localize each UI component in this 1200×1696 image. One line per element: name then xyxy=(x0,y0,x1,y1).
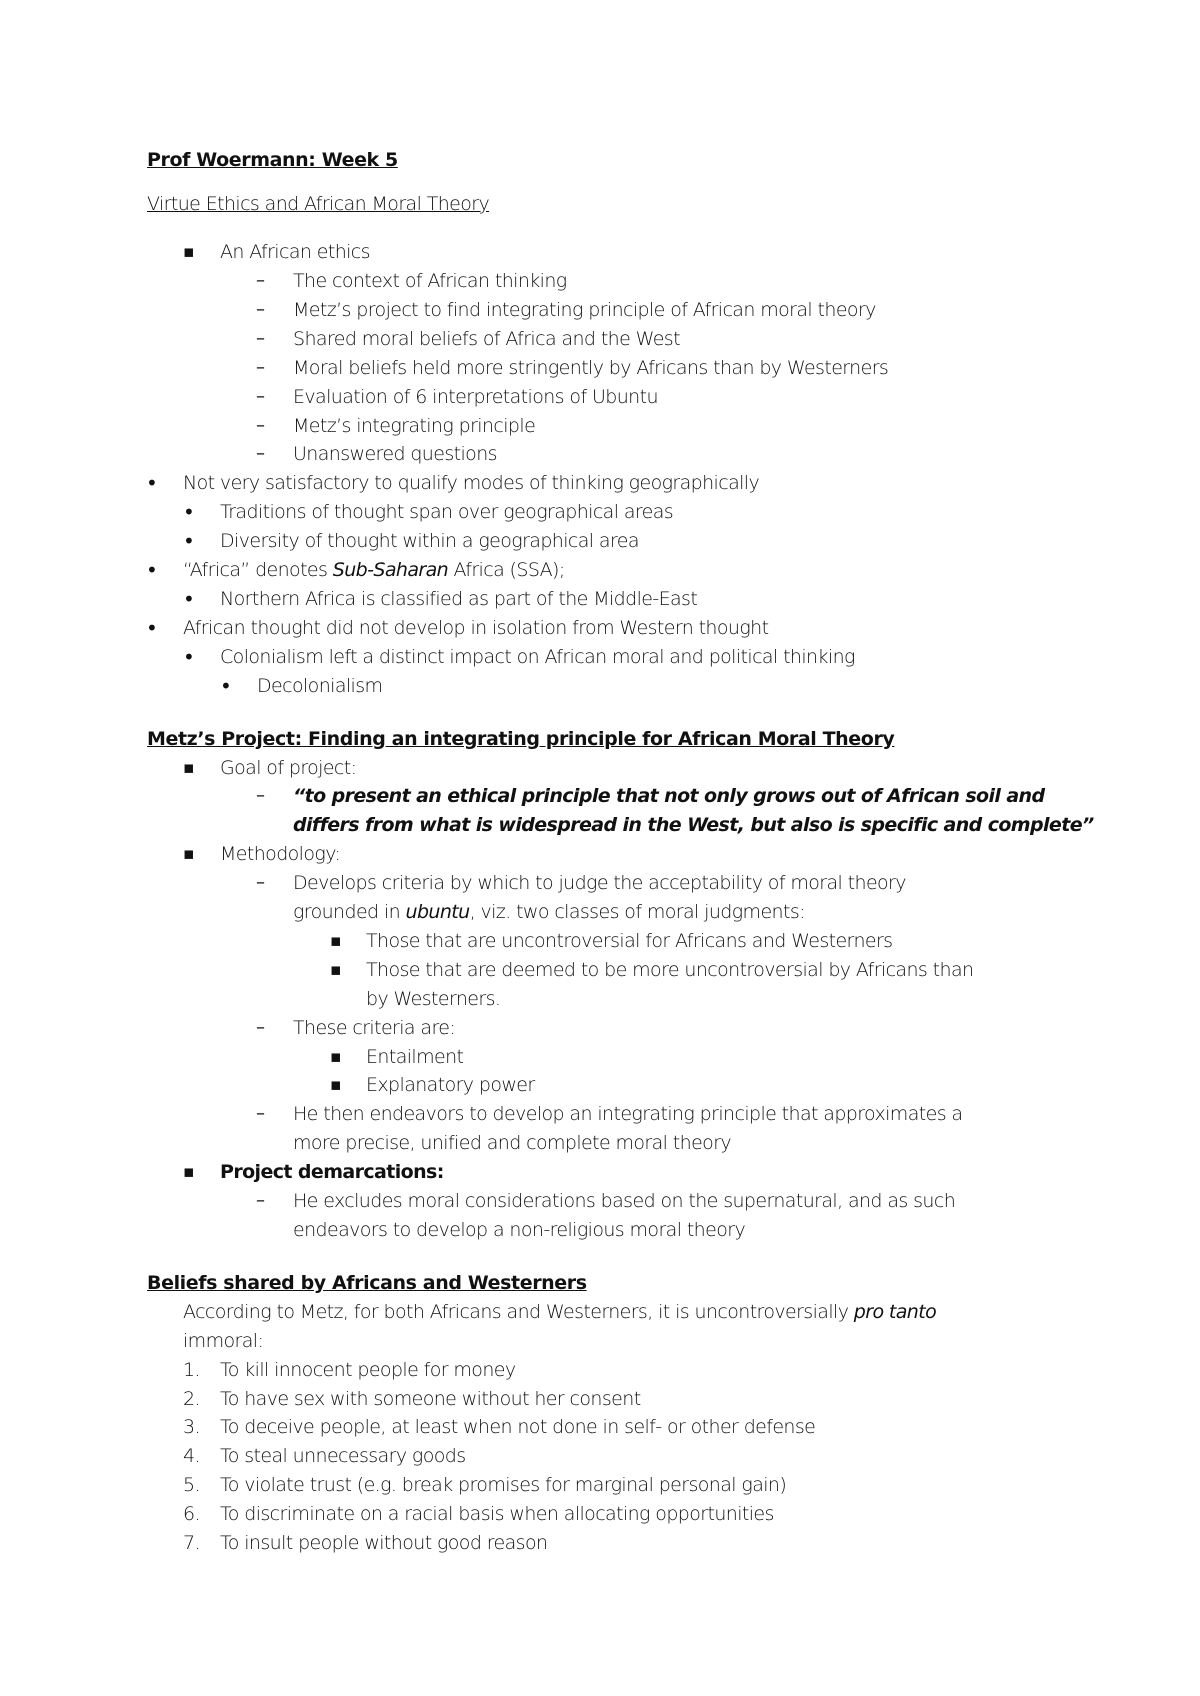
criteria-text: Develops criteria by which to judge the acceptability of moral theory xyxy=(293,872,906,894)
bullet-icon: • xyxy=(146,558,158,582)
bullet-icon: • xyxy=(146,616,158,640)
small-bullet-icon: ▪ xyxy=(183,242,195,262)
dash-icon: – xyxy=(256,270,265,291)
excludes-text-cont: endeavors to develop a non-religious moral theory xyxy=(293,1219,746,1241)
list-item: To discriminate on a racial basis when allocating opportunities xyxy=(220,1503,774,1525)
outline-subitem: Moral beliefs held more stringently by Africans than by Westerners xyxy=(293,357,889,379)
small-bullet-icon: ▪ xyxy=(183,1162,195,1182)
outline-item: An African ethics xyxy=(220,241,370,263)
list-number: 6. xyxy=(183,1503,200,1525)
list-item: To insult people without good reason xyxy=(220,1532,548,1554)
note-africa-prefix: “Africa” denotes xyxy=(183,559,333,581)
note-africa-sub: Northern Africa is classified as part of the Middle-East xyxy=(220,588,698,610)
small-bullet-icon: ▪ xyxy=(330,960,342,980)
dash-icon: – xyxy=(256,1103,265,1124)
outline-subitem: Shared moral beliefs of Africa and the West xyxy=(293,328,680,350)
note-decolonialism: Decolonialism xyxy=(257,675,383,697)
list-number: 4. xyxy=(183,1445,200,1467)
list-number: 1. xyxy=(183,1359,200,1381)
doc-title: Prof Woermann: Week 5 xyxy=(147,149,398,171)
list-item: To have sex with someone without her consent xyxy=(220,1388,641,1410)
dash-icon: – xyxy=(256,785,265,806)
dash-icon: – xyxy=(256,1190,265,1211)
dash-icon: – xyxy=(256,386,265,407)
criterion-entailment: Entailment xyxy=(366,1046,464,1068)
list-item: To violate trust (e.g. break promises for marginal personal gain) xyxy=(220,1474,787,1496)
note-isolation: African thought did not develop in isolation from Western thought xyxy=(183,617,769,639)
small-bullet-icon: ▪ xyxy=(330,1075,342,1095)
bullet-icon: • xyxy=(146,471,158,495)
class-item-cont: by Westerners. xyxy=(366,988,501,1010)
list-number: 2. xyxy=(183,1388,200,1410)
dash-icon: – xyxy=(256,443,265,464)
note-africa-suffix: Africa (SSA); xyxy=(448,559,565,581)
intro-prefix: According to Metz, for both Africans and Westerners, it is uncontroversially xyxy=(183,1301,854,1323)
dash-icon: – xyxy=(256,328,265,349)
shared-beliefs-intro-cont: immoral: xyxy=(183,1330,264,1352)
note-africa xyxy=(183,558,565,582)
goal-label: Goal of project: xyxy=(220,757,357,779)
methodology-label: Methodology: xyxy=(220,843,341,865)
list-item: To steal unnecessary goods xyxy=(220,1445,466,1467)
criterion-explanatory: Explanatory power xyxy=(366,1074,535,1096)
section-heading-metz-project: Metz’s Project: Finding an integrating principle for African Moral Theory xyxy=(147,728,895,750)
list-item: To kill innocent people for money xyxy=(220,1359,516,1381)
goal-quote-cont: differs from what is widespread in the West, but also is specific and complete” xyxy=(293,814,1094,836)
note-africa-italic: Sub-Saharan xyxy=(332,559,449,581)
bullet-icon: • xyxy=(183,529,195,553)
criteria-are: These criteria are: xyxy=(293,1017,456,1039)
bullet-icon: • xyxy=(183,645,195,669)
section-heading-shared-beliefs: Beliefs shared by Africans and Westerners xyxy=(147,1272,587,1294)
bullet-icon: • xyxy=(220,674,232,698)
note-geo-sub: Traditions of thought span over geographical areas xyxy=(220,501,674,523)
class-item: Those that are deemed to be more uncontroversial by Africans than xyxy=(366,959,974,981)
demarcations-label: Project demarcations: xyxy=(220,1161,444,1183)
dash-icon: – xyxy=(256,1017,265,1038)
small-bullet-icon: ▪ xyxy=(330,1047,342,1067)
note-colonialism: Colonialism left a distinct impact on African moral and political thinking xyxy=(220,646,855,668)
outline-subitem: The context of African thinking xyxy=(293,270,567,292)
list-item: To deceive people, at least when not done in self- or other defense xyxy=(220,1416,816,1438)
outline-subitem: Unanswered questions xyxy=(293,443,497,465)
criteria-prefix: grounded in xyxy=(293,901,406,923)
doc-subtitle: Virtue Ethics and African Moral Theory xyxy=(147,193,490,215)
small-bullet-icon: ▪ xyxy=(330,931,342,951)
dash-icon: – xyxy=(256,415,265,436)
intro-italic: pro tanto xyxy=(853,1301,937,1323)
dash-icon: – xyxy=(256,299,265,320)
criteria-suffix: , viz. two classes of moral judgments: xyxy=(469,901,805,923)
class-item: Those that are uncontroversial for Africans and Westerners xyxy=(366,930,893,952)
dash-icon: – xyxy=(256,357,265,378)
small-bullet-icon: ▪ xyxy=(183,844,195,864)
outline-subitem: Evaluation of 6 interpretations of Ubuntu xyxy=(293,386,658,408)
outline-subitem: Metz’s integrating principle xyxy=(293,415,536,437)
bullet-icon: • xyxy=(183,500,195,524)
note-geo: Not very satisfactory to qualify modes of thinking geographically xyxy=(183,472,760,494)
endeavor-text: He then endeavors to develop an integrating principle that approximates a xyxy=(293,1103,963,1125)
list-number: 7. xyxy=(183,1532,200,1554)
small-bullet-icon: ▪ xyxy=(183,758,195,778)
excludes-text: He excludes moral considerations based on the supernatural, and as such xyxy=(293,1190,956,1212)
bullet-icon: • xyxy=(183,587,195,611)
criteria-text-cont xyxy=(293,900,805,924)
shared-beliefs-intro xyxy=(183,1300,936,1324)
list-number: 3. xyxy=(183,1416,200,1438)
goal-quote: “to present an ethical principle that not only grows out of African soil and xyxy=(293,785,1045,807)
outline-subitem: Metz’s project to find integrating principle of African moral theory xyxy=(293,299,876,321)
endeavor-text-cont: more precise, unified and complete moral theory xyxy=(293,1132,732,1154)
dash-icon: – xyxy=(256,872,265,893)
list-number: 5. xyxy=(183,1474,200,1496)
criteria-italic: ubuntu xyxy=(405,901,470,923)
note-geo-sub: Diversity of thought within a geographical area xyxy=(220,530,639,552)
